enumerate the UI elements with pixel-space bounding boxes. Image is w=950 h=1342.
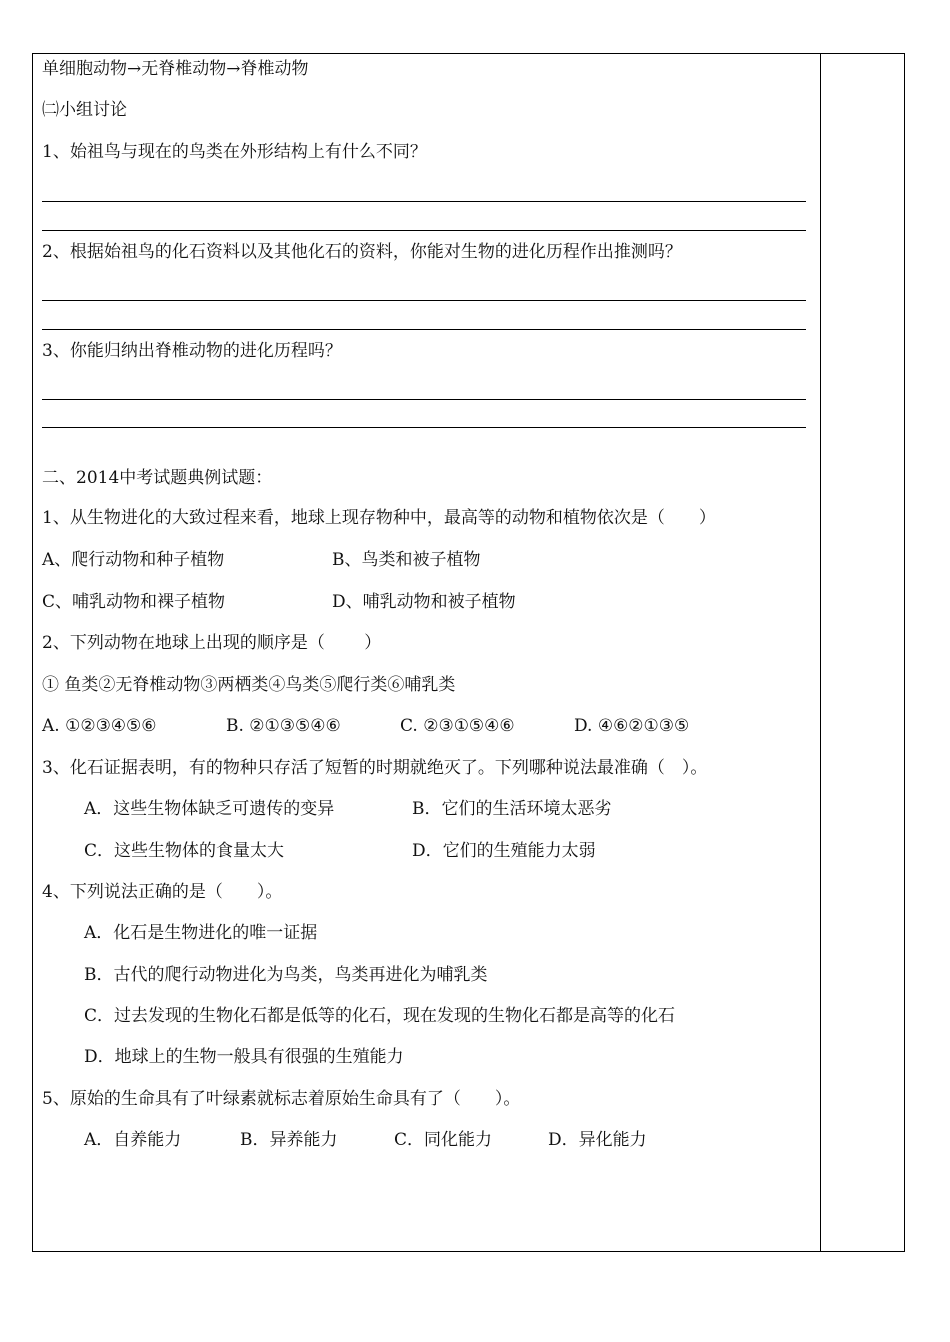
q3-option-c: C．这些生物体的食量太大	[84, 841, 285, 861]
q3-stem: 3、化石证据表明，有的物种只存活了短暂的时期就绝灭了。下列哪种说法最准确（ ）。	[42, 758, 708, 778]
discussion-question-3: 3、你能归纳出脊椎动物的进化历程吗？	[42, 341, 342, 361]
answer-line	[42, 230, 806, 231]
q1-option-b: B、鸟类和被子植物	[332, 550, 481, 570]
q4-stem: 4、下列说法正确的是（ ）。	[42, 882, 283, 902]
q2-option-b: B. ②①③⑤④⑥	[226, 716, 341, 736]
q1-option-c: C、哺乳动物和裸子植物	[42, 592, 226, 612]
q3-option-b: B．它们的生活环境太恶劣	[412, 799, 612, 819]
q5-option-b: B．异养能力	[240, 1130, 338, 1150]
exam-section-heading: 二、2014中考试题典例试题：	[42, 468, 273, 488]
answer-line	[42, 427, 806, 428]
discussion-heading: ㈡小组讨论	[42, 100, 127, 120]
discussion-question-1: 1、始祖鸟与现在的鸟类在外形结构上有什么不同？	[42, 142, 427, 162]
q5-option-a: A．自养能力	[84, 1130, 182, 1150]
answer-line	[42, 329, 806, 330]
q2-items: ① 鱼类②无脊椎动物③两栖类④鸟类⑤爬行类⑥哺乳类	[42, 675, 456, 695]
q2-option-a: A. ①②③④⑤⑥	[42, 716, 157, 736]
q1-option-d: D、哺乳动物和被子植物	[332, 592, 516, 612]
q4-option-b: B．古代的爬行动物进化为鸟类，鸟类再进化为哺乳类	[84, 965, 488, 985]
q2-option-c: C. ②③①⑤④⑥	[400, 716, 515, 736]
q2-stem: 2、下列动物在地球上出现的顺序是（ ）	[42, 633, 382, 653]
q5-option-d: D．异化能力	[548, 1130, 647, 1150]
q4-option-a: A．化石是生物进化的唯一证据	[84, 923, 318, 943]
q3-option-d: D．它们的生殖能力太弱	[412, 841, 596, 861]
answer-line	[42, 399, 806, 400]
discussion-question-2: 2、根据始祖鸟的化石资料以及其他化石的资料，你能对生物的进化历程作出推测吗？	[42, 242, 682, 262]
q3-option-a: A．这些生物体缺乏可遗传的变异	[84, 799, 335, 819]
evolution-line: 单细胞动物→无脊椎动物→脊椎动物	[42, 59, 309, 79]
notes-column-divider	[820, 53, 821, 1252]
answer-line	[42, 201, 806, 202]
q5-option-c: C．同化能力	[394, 1130, 493, 1150]
answer-line	[42, 300, 806, 301]
q5-stem: 5、原始的生命具有了叶绿素就标志着原始生命具有了（ ）。	[42, 1089, 521, 1109]
q1-stem: 1、从生物进化的大致过程来看，地球上现存物种中，最高等的动物和植物依次是（ ）	[42, 508, 716, 528]
q1-option-a: A、爬行动物和种子植物	[42, 550, 225, 570]
q2-option-d: D. ④⑥②①③⑤	[574, 716, 690, 736]
q4-option-c: C．过去发现的生物化石都是低等的化石，现在发现的生物化石都是高等的化石	[84, 1006, 676, 1026]
q4-option-d: D．地球上的生物一般具有很强的生殖能力	[84, 1047, 404, 1067]
